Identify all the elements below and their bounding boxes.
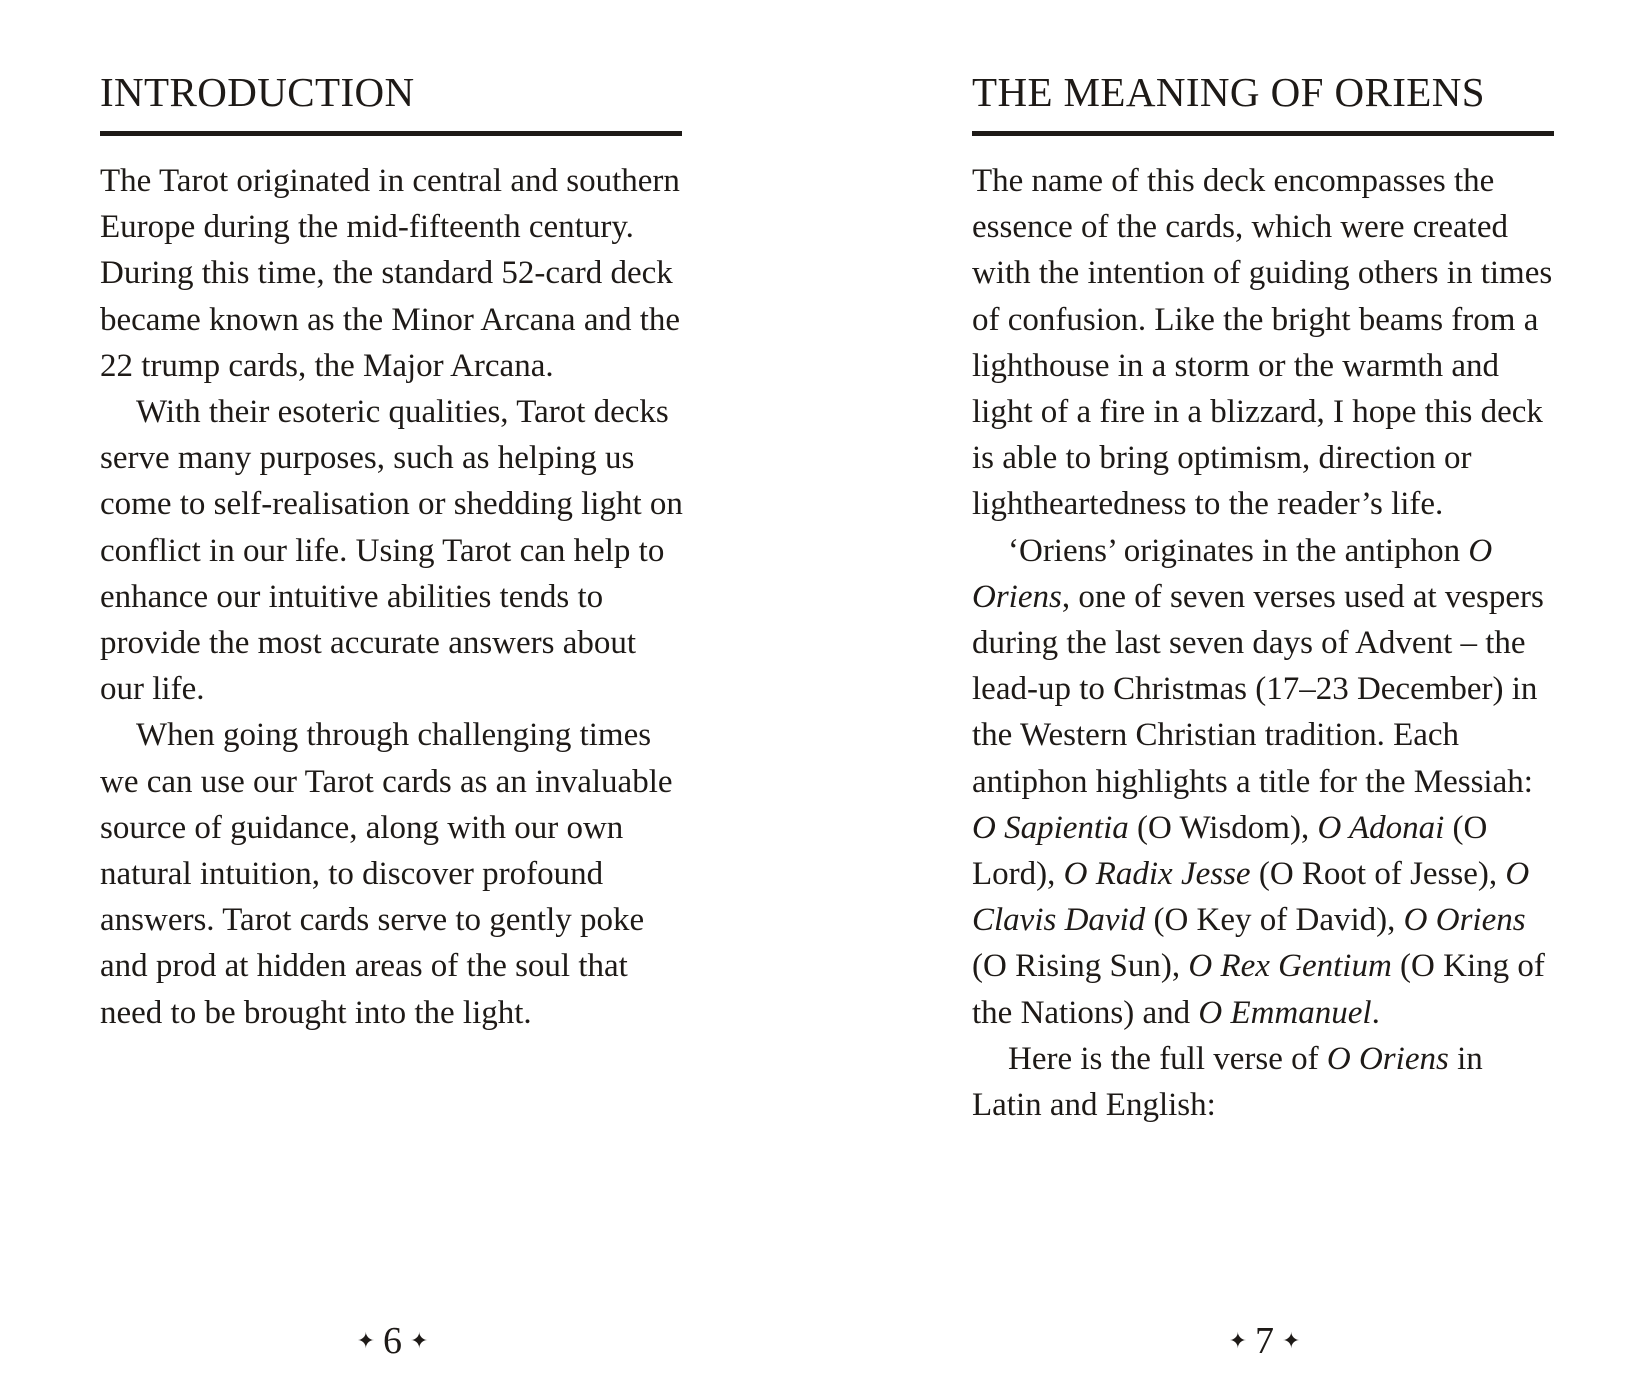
star-ornament-icon: ✦ bbox=[1228, 1328, 1247, 1353]
paragraph: The name of this deck encompasses the essence of the cards, which were created with the intention of guiding others in times of confusion. Like the bright beams from a lighthouse in a storm or the warmth and light of a fire in a blizzard, I hope this deck is able to bring optimism, direction or lightheartedness to the reader’s life. bbox=[972, 163, 1553, 523]
page-heading: THE MEANING OF ORIENS bbox=[972, 69, 1485, 115]
italic-title: O Sapientia bbox=[972, 809, 1129, 846]
italic-title: O Emmanuel bbox=[1198, 994, 1372, 1031]
heading-rule bbox=[100, 131, 682, 136]
italic-title: O Clavis David bbox=[972, 856, 1530, 939]
page-number-value: 6 bbox=[383, 1320, 402, 1362]
text-run: , one of seven verses used at vespers during the last seven days of Advent – the lead-up to Christmas (17–23 December) in the Western Christian tradition. Each antiphon highlights a title for the Messiah: bbox=[972, 578, 1544, 800]
italic-title: O Rex Gentium bbox=[1188, 948, 1392, 985]
italic-title: O Oriens bbox=[972, 532, 1493, 615]
text-run: (O Wisdom), bbox=[1128, 809, 1318, 846]
italic-title: O Oriens bbox=[1403, 902, 1526, 939]
text-run: (O Root of Jesse), bbox=[1250, 856, 1506, 893]
body-text bbox=[100, 158, 685, 1036]
body-text bbox=[972, 158, 1557, 1128]
paragraph: The Tarot originated in central and southern Europe during the mid-fifteenth century. During this time, the standard 52-card deck became known as the Minor Arcana and the 22 trump cards, the Major Arcana. bbox=[100, 163, 681, 384]
text-run: . bbox=[1371, 994, 1380, 1031]
right-page bbox=[972, 0, 1557, 1396]
heading-rule bbox=[972, 131, 1554, 136]
paragraph bbox=[972, 1036, 1557, 1128]
text-run: (O Key of David), bbox=[1145, 902, 1404, 939]
text-run: Here is the full verse of bbox=[1008, 1040, 1327, 1077]
text-run: (O King of the Nations) and bbox=[972, 948, 1545, 1031]
text-run: (O Lord), bbox=[972, 809, 1488, 893]
italic-title: O Adonai bbox=[1317, 809, 1445, 846]
page-number bbox=[972, 1318, 1557, 1364]
page-heading: INTRODUCTION bbox=[100, 69, 415, 115]
paragraph: When going through challenging times we can use our Tarot cards as an invaluable source of guidance, along with our own natural intuition, to discover profound answers. Tarot cards serve to gently poke and prod at hidden areas of the soul that need to be brought into the light. bbox=[100, 717, 673, 1031]
italic-title: O Radix Jesse bbox=[1063, 856, 1251, 893]
star-ornament-icon: ✦ bbox=[1282, 1328, 1301, 1353]
italic-title: O Oriens bbox=[1326, 1040, 1449, 1077]
text-run: in Latin and English: bbox=[972, 1040, 1483, 1124]
star-ornament-icon: ✦ bbox=[410, 1328, 429, 1353]
left-page bbox=[100, 0, 685, 1396]
page-number bbox=[100, 1318, 685, 1364]
star-ornament-icon: ✦ bbox=[356, 1328, 375, 1353]
paragraph: With their esoteric qualities, Tarot decks serve many purposes, such as helping us come to self-realisation or shedding light on conflict in our life. Using Tarot can help to enhance our intuitive abilities tends to provide the most accurate answers about our life. bbox=[100, 394, 683, 708]
page-number-value: 7 bbox=[1255, 1320, 1274, 1362]
paragraph bbox=[972, 528, 1557, 1036]
text-run: ‘Oriens’ originates in the antiphon bbox=[1008, 532, 1469, 569]
text-run: (O Rising Sun), bbox=[972, 948, 1189, 985]
